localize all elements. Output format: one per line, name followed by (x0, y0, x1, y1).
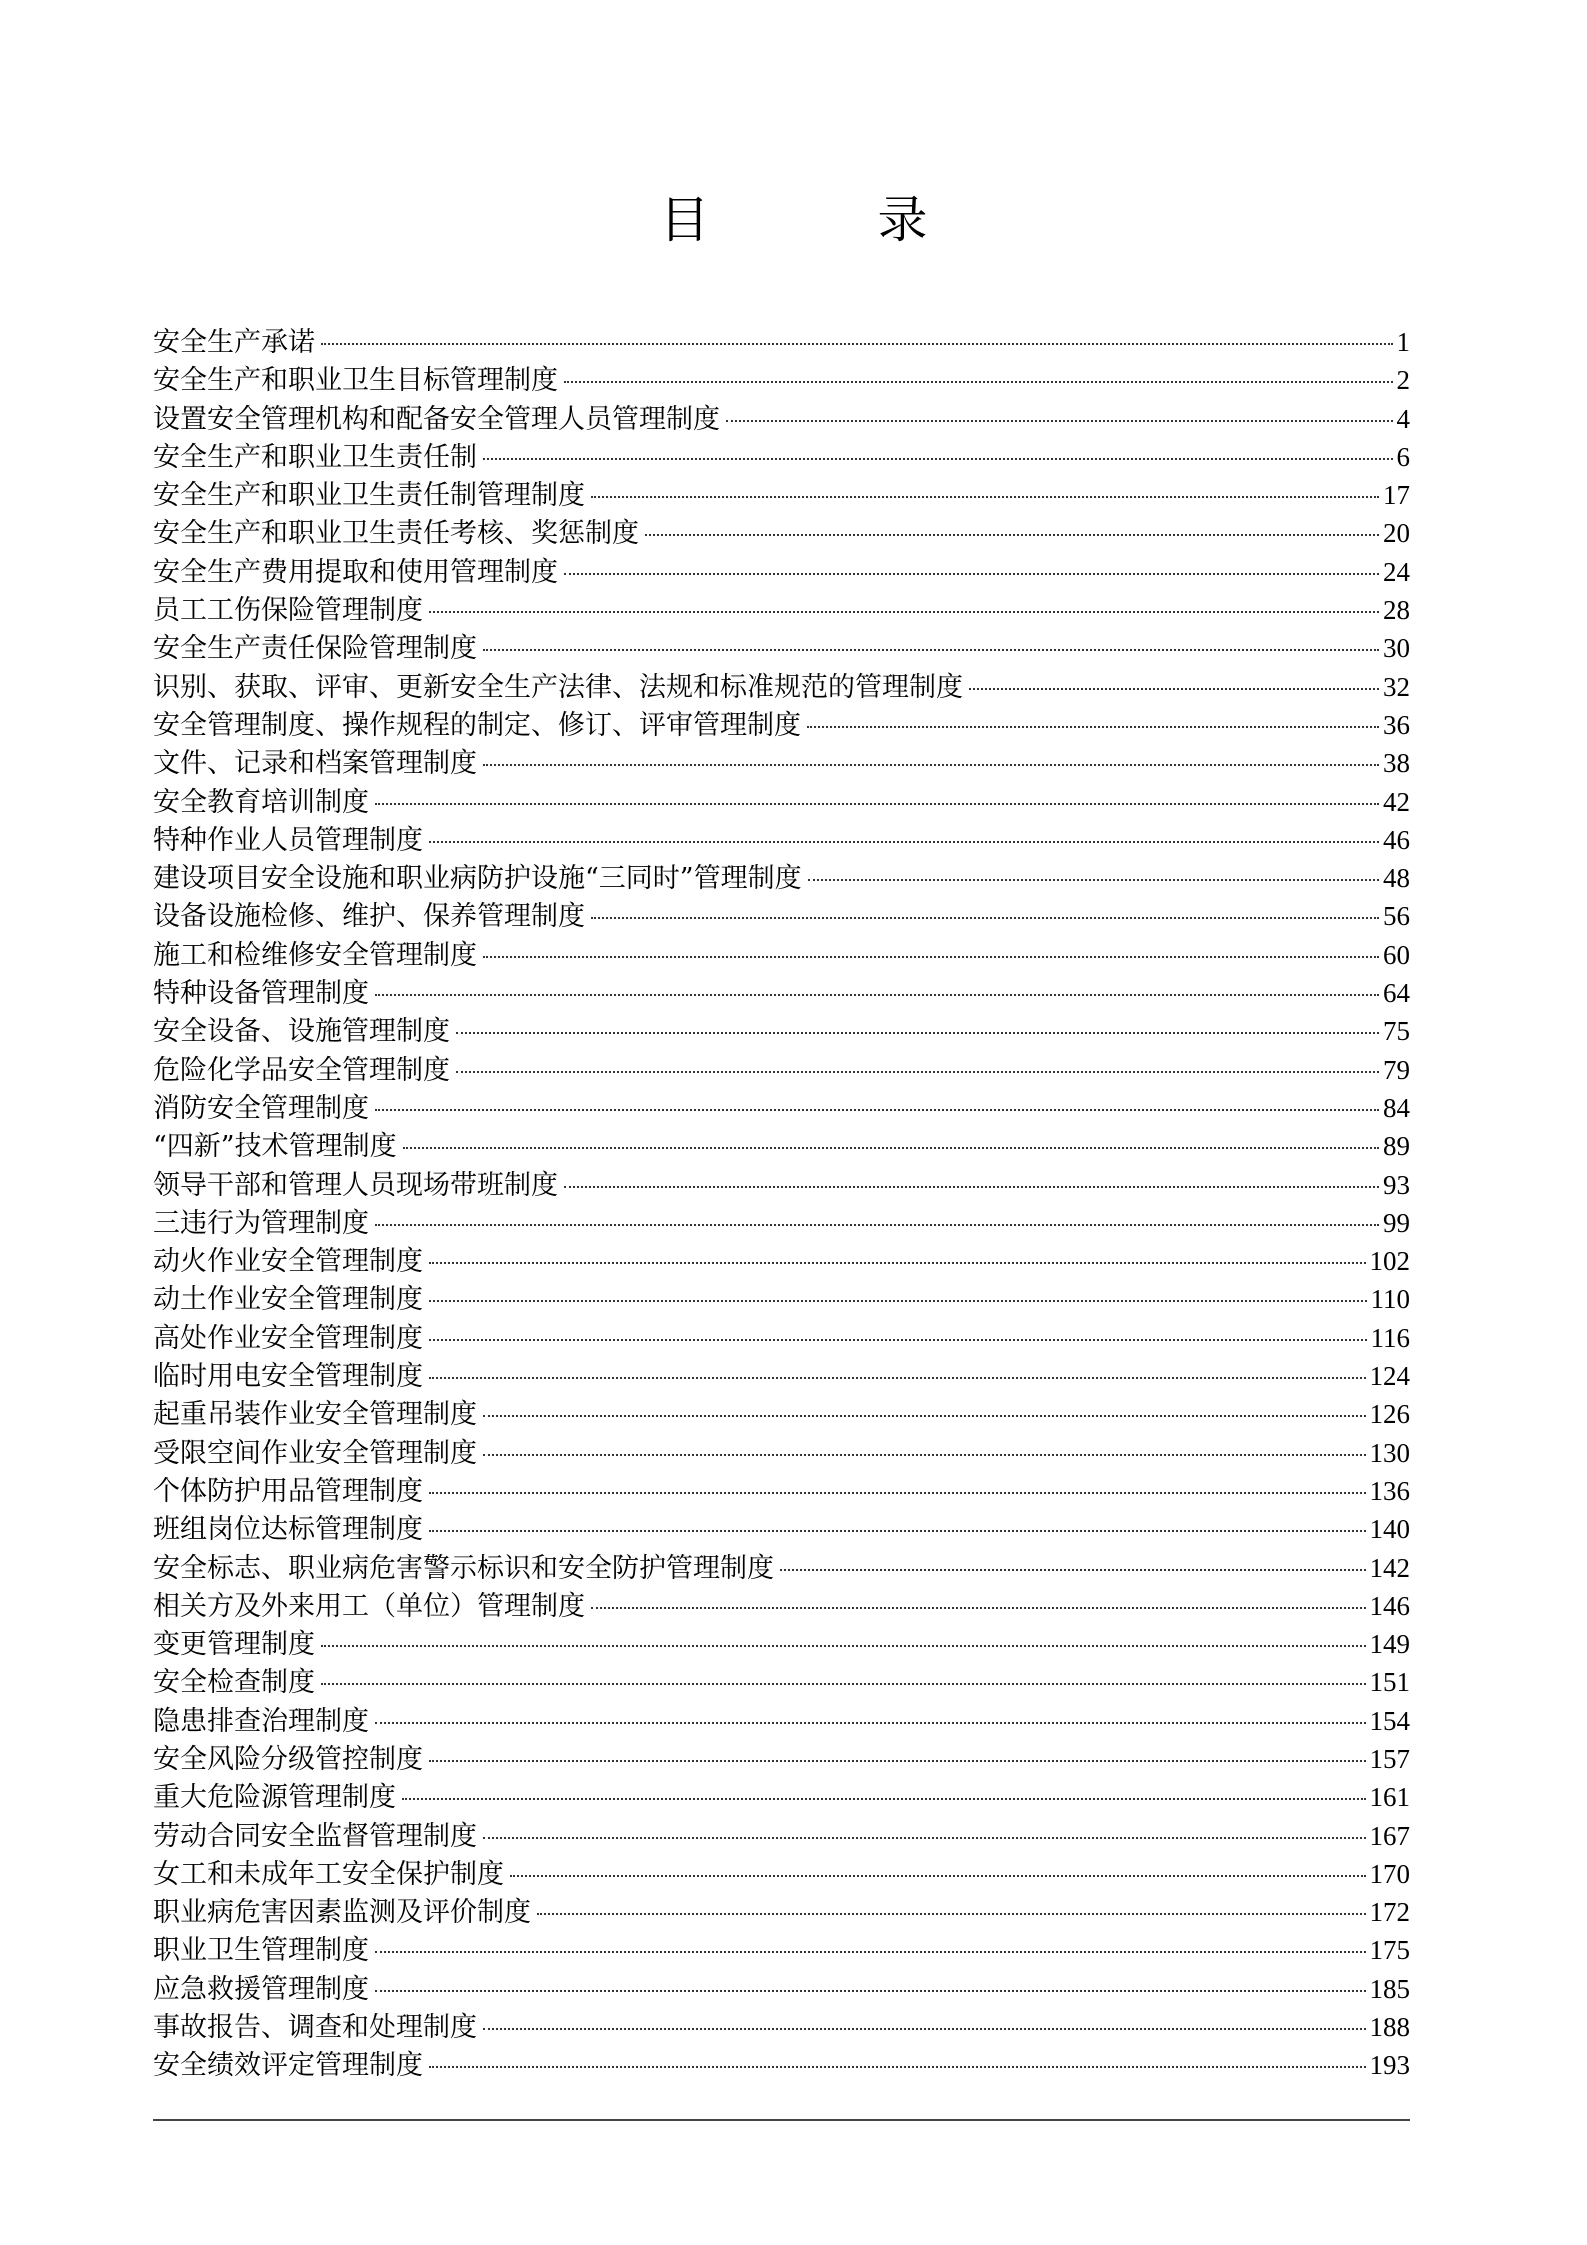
toc-dot-leader (483, 2028, 1366, 2030)
toc-entry-page-number: 1 (1396, 327, 1410, 357)
toc-entry-title: 事故报告、调查和处理制度 (153, 2012, 477, 2044)
toc-entry-title: 临时用电安全管理制度 (153, 1361, 423, 1393)
toc-entry-title: 安全生产承诺 (153, 327, 315, 358)
toc-entry[interactable] (153, 1472, 1410, 1510)
toc-entry-page-number: 99 (1383, 1207, 1410, 1238)
toc-entry-title: 危险化学品安全管理制度 (153, 1054, 450, 1086)
toc-entry[interactable] (153, 783, 1410, 821)
toc-entry-title: 变更管理制度 (153, 1629, 315, 1661)
toc-entry-page-number: 60 (1383, 939, 1410, 970)
toc-entry-page-number: 75 (1383, 1016, 1410, 1047)
toc-entry[interactable] (153, 1817, 1410, 1855)
toc-entry-title: 消防安全管理制度 (153, 1092, 369, 1124)
toc-entry-page-number: 154 (1369, 1705, 1410, 1736)
toc-entry-page-number: 2 (1396, 365, 1410, 396)
toc-dot-leader (375, 803, 1379, 805)
toc-entry-title: 文件、记录和档案管理制度 (153, 748, 477, 780)
toc-entry[interactable] (153, 2046, 1410, 2084)
toc-entry[interactable] (153, 323, 1410, 361)
toc-dot-leader (483, 649, 1379, 651)
toc-dot-leader (591, 496, 1379, 498)
toc-entry-title: 施工和检维修安全管理制度 (153, 939, 477, 971)
toc-entry[interactable] (153, 1778, 1410, 1816)
toc-entry[interactable] (153, 1127, 1410, 1165)
toc-entry[interactable] (153, 2008, 1410, 2046)
toc-entry-title: 安全绩效评定管理制度 (153, 2050, 423, 2082)
toc-entry[interactable] (153, 629, 1410, 667)
bottom-divider (153, 2119, 1410, 2121)
toc-entry-title: 建设项目安全设施和职业病防护设施“三同时”管理制度 (153, 863, 802, 895)
toc-entry-title: 安全检查制度 (153, 1667, 315, 1699)
toc-dot-leader (483, 1415, 1366, 1417)
toc-entry[interactable] (153, 514, 1410, 552)
toc-entry-page-number: 130 (1369, 1437, 1410, 1468)
toc-entry[interactable] (153, 476, 1410, 514)
toc-dot-leader (591, 1607, 1366, 1609)
toc-entry[interactable] (153, 897, 1410, 935)
toc-entry-page-number: 17 (1383, 480, 1410, 511)
toc-entry-title: 动火作业安全管理制度 (153, 1246, 423, 1278)
toc-entry-page-number: 146 (1369, 1590, 1410, 1621)
toc-dot-leader (321, 1683, 1366, 1685)
toc-dot-leader (564, 381, 1393, 383)
toc-entry-title: 安全标志、职业病危害警示标识和安全防护管理制度 (153, 1552, 774, 1584)
toc-dot-leader (375, 1722, 1366, 1724)
toc-dot-leader (483, 458, 1393, 460)
toc-dot-leader (403, 1147, 1379, 1149)
toc-entry[interactable] (153, 1395, 1410, 1433)
toc-entry-title: 应急救援管理制度 (153, 1973, 369, 2005)
toc-entry-page-number: 6 (1396, 441, 1410, 472)
toc-entry-title: 员工工伤保险管理制度 (153, 595, 423, 627)
toc-dot-leader (483, 764, 1379, 766)
toc-entry-title: 职业病危害因素监测及评价制度 (153, 1897, 531, 1929)
toc-entry-page-number: 89 (1383, 1131, 1410, 1162)
toc-entry-page-number: 79 (1383, 1054, 1410, 1085)
toc-dot-leader (564, 1186, 1379, 1188)
toc-dot-leader (969, 688, 1379, 690)
toc-dot-leader (456, 1032, 1379, 1034)
toc-entry-page-number: 157 (1369, 1743, 1410, 1774)
toc-entry[interactable] (153, 1702, 1410, 1740)
toc-entry[interactable] (153, 936, 1410, 974)
toc-entry-page-number: 30 (1383, 633, 1410, 664)
toc-dot-leader (375, 994, 1379, 996)
toc-entry-title: 安全生产和职业卫生责任制管理制度 (153, 480, 585, 512)
toc-entry-page-number: 56 (1383, 901, 1410, 932)
toc-dot-leader (591, 917, 1379, 919)
toc-entry[interactable] (153, 591, 1410, 629)
toc-entry-page-number: 172 (1369, 1897, 1410, 1928)
toc-entry[interactable] (153, 1510, 1410, 1548)
toc-entry-page-number: 136 (1369, 1475, 1410, 1506)
toc-entry-page-number: 161 (1369, 1782, 1410, 1813)
toc-entry-page-number: 64 (1383, 978, 1410, 1009)
toc-dot-leader (510, 1875, 1366, 1877)
toc-entry[interactable] (153, 553, 1410, 591)
toc-dot-leader (429, 611, 1379, 613)
toc-entry-page-number: 185 (1369, 1973, 1410, 2004)
toc-dot-leader (321, 343, 1393, 345)
toc-entry-title: 设备设施检修、维护、保养管理制度 (153, 901, 585, 933)
toc-entry-page-number: 4 (1396, 403, 1410, 434)
toc-dot-leader (808, 879, 1379, 881)
toc-dot-leader (429, 1760, 1366, 1762)
toc-entry-title: 个体防护用品管理制度 (153, 1475, 423, 1507)
toc-entry-page-number: 124 (1369, 1361, 1410, 1392)
toc-dot-leader (429, 1300, 1367, 1302)
toc-entry[interactable] (153, 1855, 1410, 1893)
toc-entry[interactable] (153, 744, 1410, 782)
toc-entry-page-number: 46 (1383, 824, 1410, 855)
toc-entry-title: 领导干部和管理人员现场带班制度 (153, 1169, 558, 1201)
toc-entry-page-number: 193 (1369, 2050, 1410, 2081)
toc-dot-leader (429, 1530, 1366, 1532)
toc-entry-page-number: 93 (1383, 1169, 1410, 1200)
toc-entry-page-number: 20 (1383, 518, 1410, 549)
toc-entry[interactable] (153, 1280, 1410, 1318)
toc-dot-leader (537, 1913, 1366, 1915)
toc-entry-page-number: 116 (1370, 1322, 1410, 1353)
toc-entry[interactable] (153, 1587, 1410, 1625)
toc-entry-page-number: 84 (1383, 1092, 1410, 1123)
toc-entry-page-number: 151 (1369, 1667, 1410, 1698)
toc-entry-page-number: 42 (1383, 786, 1410, 817)
toc-list (153, 323, 1410, 2085)
toc-entry-title: 高处作业安全管理制度 (153, 1322, 423, 1354)
toc-entry-title: 起重吊装作业安全管理制度 (153, 1399, 477, 1431)
toc-entry-page-number: 28 (1383, 595, 1410, 626)
toc-entry-title: 女工和未成年工安全保护制度 (153, 1858, 504, 1890)
toc-entry-page-number: 142 (1369, 1552, 1410, 1583)
toc-entry-title: 特种作业人员管理制度 (153, 824, 423, 856)
toc-dot-leader (645, 534, 1379, 536)
toc-entry[interactable] (153, 1089, 1410, 1127)
toc-entry[interactable] (153, 859, 1410, 897)
toc-dot-leader (429, 1262, 1366, 1264)
toc-dot-leader (375, 1109, 1379, 1111)
toc-entry-title: 班组岗位达标管理制度 (153, 1514, 423, 1546)
toc-entry[interactable] (153, 1549, 1410, 1587)
toc-entry-title: 设置安全管理机构和配备安全管理人员管理制度 (153, 403, 720, 435)
toc-entry[interactable] (153, 1970, 1410, 2008)
toc-entry-page-number: 36 (1383, 709, 1410, 740)
toc-entry[interactable] (153, 974, 1410, 1012)
toc-dot-leader (483, 1837, 1366, 1839)
toc-dot-leader (780, 1569, 1366, 1571)
toc-dot-leader (807, 726, 1379, 728)
toc-entry[interactable] (153, 1051, 1410, 1089)
toc-entry[interactable] (153, 1893, 1410, 1931)
toc-entry-title: “四新”技术管理制度 (153, 1131, 397, 1163)
toc-entry[interactable] (153, 1931, 1410, 1969)
toc-dot-leader (564, 573, 1379, 575)
toc-entry-page-number: 188 (1369, 2012, 1410, 2043)
toc-dot-leader (429, 1339, 1367, 1341)
toc-entry[interactable] (153, 1166, 1410, 1204)
toc-entry[interactable] (153, 821, 1410, 859)
toc-entry-title: 安全设备、设施管理制度 (153, 1016, 450, 1048)
toc-entry[interactable] (153, 1012, 1410, 1050)
toc-entry-title: 重大危险源管理制度 (153, 1782, 396, 1814)
toc-dot-leader (375, 1951, 1366, 1953)
toc-entry-page-number: 140 (1369, 1514, 1410, 1545)
toc-entry-title: 动土作业安全管理制度 (153, 1284, 423, 1316)
toc-entry[interactable] (153, 1663, 1410, 1701)
toc-dot-leader (483, 956, 1379, 958)
toc-dot-leader (456, 1071, 1379, 1073)
toc-dot-leader (429, 2066, 1366, 2068)
toc-entry-page-number: 175 (1369, 1935, 1410, 1966)
toc-entry-title: 隐患排查治理制度 (153, 1705, 369, 1737)
toc-entry-page-number: 110 (1370, 1284, 1410, 1315)
toc-dot-leader (375, 1990, 1366, 1992)
toc-entry-title: 识别、获取、评审、更新安全生产法律、法规和标准规范的管理制度 (153, 671, 963, 703)
toc-entry[interactable] (153, 1357, 1410, 1395)
toc-entry-title: 受限空间作业安全管理制度 (153, 1437, 477, 1469)
toc-entry-title: 安全生产责任保险管理制度 (153, 633, 477, 665)
toc-entry-page-number: 126 (1369, 1399, 1410, 1430)
toc-entry[interactable] (153, 668, 1410, 706)
toc-entry-title: 三违行为管理制度 (153, 1207, 369, 1239)
toc-entry[interactable] (153, 1434, 1410, 1472)
toc-entry-page-number: 32 (1383, 671, 1410, 702)
toc-entry-page-number: 167 (1369, 1820, 1410, 1851)
toc-entry-title: 安全风险分级管控制度 (153, 1743, 423, 1775)
toc-entry-title: 安全生产和职业卫生责任考核、奖惩制度 (153, 518, 639, 550)
toc-dot-leader (726, 420, 1393, 422)
toc-dot-leader (429, 1492, 1366, 1494)
toc-entry-page-number: 24 (1383, 556, 1410, 587)
toc-entry-title: 安全生产和职业卫生责任制 (153, 441, 477, 473)
toc-dot-leader (375, 1224, 1379, 1226)
toc-entry[interactable] (153, 1242, 1410, 1280)
toc-entry-title: 相关方及外来用工（单位）管理制度 (153, 1590, 585, 1622)
toc-entry-page-number: 38 (1383, 748, 1410, 779)
toc-dot-leader (321, 1645, 1366, 1647)
toc-dot-leader (483, 1454, 1366, 1456)
toc-entry-title: 职业卫生管理制度 (153, 1935, 369, 1967)
toc-entry-page-number: 102 (1369, 1246, 1410, 1277)
toc-dot-leader (429, 841, 1379, 843)
toc-entry[interactable] (153, 1319, 1410, 1357)
toc-entry[interactable] (153, 438, 1410, 476)
toc-entry[interactable] (153, 1204, 1410, 1242)
toc-entry[interactable] (153, 1740, 1410, 1778)
toc-entry[interactable] (153, 1625, 1410, 1663)
toc-entry-page-number: 149 (1369, 1629, 1410, 1660)
toc-entry[interactable] (153, 361, 1410, 399)
toc-entry[interactable] (153, 400, 1410, 438)
toc-entry-title: 安全生产和职业卫生目标管理制度 (153, 365, 558, 397)
page-title: 目 录 (659, 191, 1004, 249)
toc-entry-title: 特种设备管理制度 (153, 978, 369, 1010)
toc-entry-title: 安全生产费用提取和使用管理制度 (153, 556, 558, 588)
toc-entry-title: 劳动合同安全监督管理制度 (153, 1820, 477, 1852)
toc-dot-leader (402, 1798, 1366, 1800)
toc-entry-title: 安全管理制度、操作规程的制定、修订、评审管理制度 (153, 709, 801, 741)
toc-entry-title: 安全教育培训制度 (153, 786, 369, 818)
toc-entry-page-number: 48 (1383, 863, 1410, 894)
toc-entry[interactable] (153, 706, 1410, 744)
toc-dot-leader (429, 1377, 1366, 1379)
toc-entry-page-number: 170 (1369, 1858, 1410, 1889)
